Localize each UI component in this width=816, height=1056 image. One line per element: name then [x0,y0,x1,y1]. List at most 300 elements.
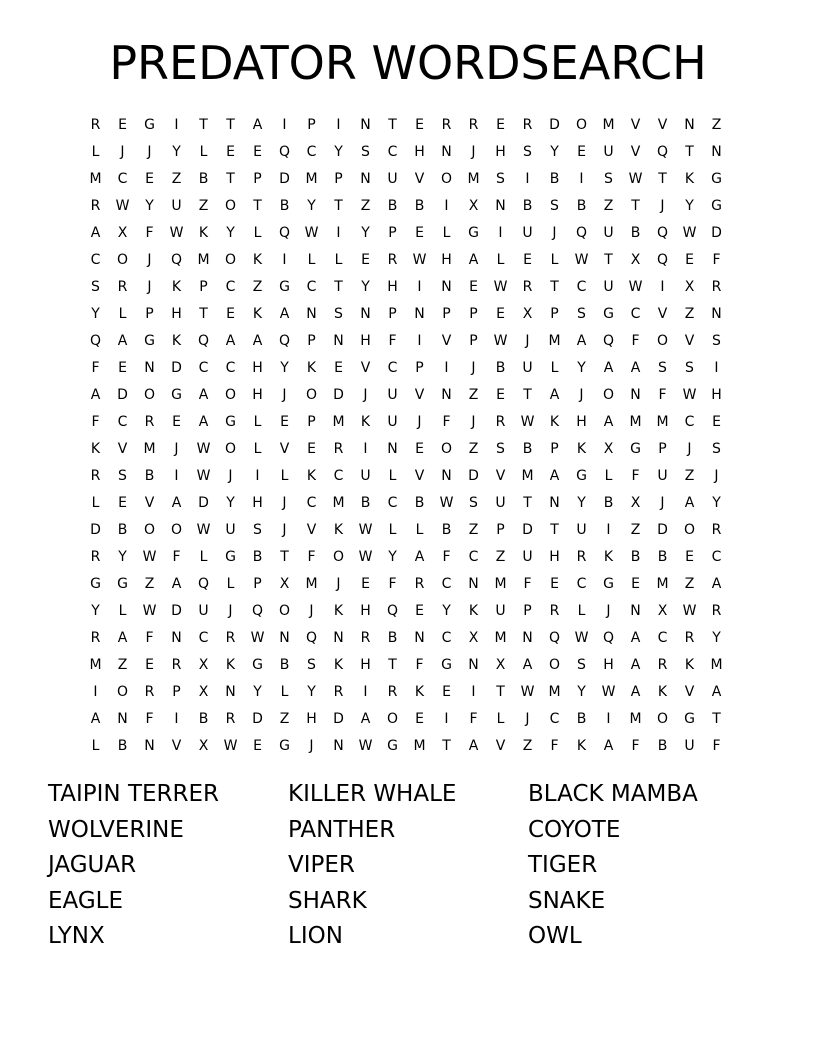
grid-cell: A [90,711,101,727]
grid-cell: Y [577,684,586,700]
grid-cell: Z [603,198,614,214]
grid-cell: R [225,630,236,646]
grid-cell: U [198,603,209,619]
grid-cell: E [550,576,559,592]
grid-cell: F [442,414,451,430]
word-list-item: KILLER WHALE [288,781,457,807]
grid-cell: P [442,306,451,322]
grid-cell: W [493,279,508,295]
grid-cell: A [684,495,695,511]
grid-cell: N [171,630,182,646]
grid-cell: Q [305,630,318,646]
grid-cell: T [496,684,505,700]
grid-cell: A [630,630,641,646]
grid-cell: I [606,711,611,727]
grid-cell: L [496,252,505,268]
grid-cell: H [711,387,722,403]
grid-cell: G [171,387,182,403]
grid-cell: P [658,441,667,457]
grid-cell: W [574,630,589,646]
grid-cell: F [388,333,397,349]
grid-cell: N [630,387,641,403]
grid-cell: M [521,468,534,484]
grid-cell: L [118,306,127,322]
grid-cell: D [252,711,263,727]
grid-cell: P [496,522,505,538]
grid-cell: E [415,711,424,727]
grid-cell: D [333,711,344,727]
grid-cell: T [685,144,694,160]
grid-cell: Y [280,360,289,376]
grid-cell: J [660,198,665,214]
grid-cell: G [225,549,236,565]
grid-cell: A [603,360,614,376]
grid-cell: B [495,360,506,376]
grid-cell: U [225,522,236,538]
grid-cell: U [684,738,695,754]
word-list-item: WOLVERINE [48,816,184,843]
grid-cell: D [522,522,533,538]
grid-cell: D [333,387,344,403]
grid-cell: X [117,225,128,241]
grid-cell: K [576,441,587,457]
grid-cell: X [522,306,533,322]
grid-cell: S [604,171,613,187]
grid-cell: U [387,387,398,403]
grid-cell: P [334,171,343,187]
grid-cell: I [336,225,341,241]
grid-cell: E [712,414,721,430]
grid-cell: O [548,657,561,673]
grid-cell: J [147,144,152,160]
grid-cell: N [144,360,155,376]
grid-cell: C [90,252,101,268]
grid-cell: P [145,306,154,322]
grid-cell: Q [575,225,588,241]
grid-cell: Z [522,738,533,754]
grid-cell: B [657,549,668,565]
word-list-item: EAGLE [48,887,124,914]
grid-cell: X [630,495,641,511]
grid-cell: Q [251,603,264,619]
grid-cell: U [171,198,182,214]
grid-cell: I [444,198,449,214]
grid-cell: E [496,387,505,403]
grid-cell: V [657,117,668,133]
grid-cell: K [657,684,668,700]
grid-cell: Z [279,711,290,727]
grid-cell: Z [711,117,722,133]
grid-cell: S [523,144,532,160]
grid-cell: G [225,414,236,430]
grid-cell: X [468,198,479,214]
grid-cell: G [279,738,290,754]
grid-cell: L [253,414,262,430]
grid-cell: J [174,441,179,457]
grid-cell: Q [656,252,669,268]
grid-cell: L [388,522,397,538]
grid-cell: M [305,171,318,187]
grid-cell: I [660,279,665,295]
grid-cell: Q [89,333,102,349]
grid-cell: M [197,252,210,268]
grid-cell: Q [197,333,210,349]
grid-cell: W [358,738,373,754]
grid-cell: K [90,441,101,457]
grid-cell: B [144,468,155,484]
word-list-item: COYOTE [528,816,621,843]
grid-cell: A [360,711,371,727]
grid-cell: P [469,333,478,349]
grid-cell: E [415,225,424,241]
grid-cell: P [253,576,262,592]
grid-cell: R [684,630,695,646]
grid-cell: E [523,252,532,268]
word-list-item: TIGER [528,852,598,879]
grid-cell: T [388,117,397,133]
grid-cell: M [494,630,507,646]
grid-cell: R [90,198,101,214]
grid-cell: N [549,495,560,511]
grid-cell: S [307,657,316,673]
grid-cell: E [226,306,235,322]
grid-cell: R [144,414,155,430]
grid-cell: S [253,522,262,538]
grid-cell: B [549,171,560,187]
grid-cell: X [198,684,209,700]
grid-cell: J [471,360,476,376]
grid-cell: F [388,576,397,592]
grid-cell: W [439,495,454,511]
grid-cell: O [602,387,615,403]
grid-cell: F [631,738,640,754]
grid-cell: F [442,549,451,565]
grid-cell: I [579,171,584,187]
grid-cell: B [576,711,587,727]
grid-cell: Z [171,171,182,187]
grid-cell: Z [684,468,695,484]
grid-cell: N [360,117,371,133]
word-list-item: SNAKE [528,887,606,914]
grid-cell: G [387,738,398,754]
grid-cell: A [279,306,290,322]
grid-cell: C [306,495,317,511]
grid-cell: H [360,333,371,349]
grid-cell: P [253,171,262,187]
grid-cell: J [552,225,557,241]
grid-cell: X [468,630,479,646]
grid-cell: J [228,468,233,484]
grid-cell: R [144,684,155,700]
grid-cell: A [90,387,101,403]
grid-cell: H [495,144,506,160]
grid-cell: B [252,549,263,565]
grid-cell: O [116,252,129,268]
grid-cell: M [332,414,345,430]
grid-cell: E [118,495,127,511]
grid-cell: G [630,441,641,457]
grid-cell: D [117,387,128,403]
grid-cell: O [224,198,237,214]
grid-cell: Z [684,306,695,322]
grid-cell: N [441,279,452,295]
grid-cell: F [91,414,100,430]
grid-cell: S [361,144,370,160]
grid-cell: E [118,117,127,133]
grid-cell: L [199,549,208,565]
grid-cell: V [360,360,371,376]
grid-cell: X [198,657,209,673]
grid-cell: I [174,468,179,484]
grid-cell: K [684,657,695,673]
grid-cell: L [550,360,559,376]
grid-cell: F [307,549,316,565]
word-list-item: JAGUAR [48,852,137,879]
grid-cell: W [601,684,616,700]
grid-cell: L [199,144,208,160]
grid-cell: B [603,495,614,511]
grid-cell: S [577,657,586,673]
grid-cell: M [467,171,480,187]
word-list [48,777,768,955]
grid-cell: E [334,360,343,376]
grid-cell: P [523,603,532,619]
grid-cell: Q [170,252,183,268]
grid-cell: W [304,225,319,241]
grid-cell: O [440,441,453,457]
grid-cell: C [333,468,344,484]
grid-cell: Y [442,603,451,619]
grid-cell: U [603,225,614,241]
grid-cell: K [306,360,317,376]
grid-cell: W [142,549,157,565]
grid-cell: R [414,576,425,592]
grid-cell: B [522,441,533,457]
grid-cell: C [468,549,479,565]
grid-cell: N [225,684,236,700]
grid-cell: R [360,630,371,646]
grid-cell: W [520,414,535,430]
grid-cell: M [656,414,669,430]
grid-cell: Y [361,279,370,295]
grid-cell: A [252,117,263,133]
grid-cell: T [253,198,262,214]
grid-cell: C [387,144,398,160]
grid-cell: H [387,279,398,295]
grid-cell: C [630,306,641,322]
grid-cell: E [280,414,289,430]
grid-cell: E [361,576,370,592]
grid-cell: C [387,360,398,376]
grid-cell: T [334,198,343,214]
grid-cell: L [415,522,424,538]
grid-cell: J [228,603,233,619]
grid-cell: J [579,387,584,403]
grid-cell: U [495,495,506,511]
grid-cell: B [198,171,209,187]
grid-cell: Q [278,225,291,241]
grid-cell: D [468,468,479,484]
grid-cell: Y [577,360,586,376]
grid-cell: J [660,495,665,511]
grid-cell: Q [656,144,669,160]
grid-cell: G [144,333,155,349]
grid-cell: E [172,414,181,430]
grid-cell: B [360,495,371,511]
grid-cell: P [307,117,316,133]
grid-cell: Y [226,495,235,511]
grid-cell: G [603,576,614,592]
grid-cell: C [387,495,398,511]
grid-cell: O [143,522,156,538]
grid-cell: B [414,495,425,511]
grid-cell: V [279,441,290,457]
grid-cell: L [307,252,316,268]
grid-cell: P [469,306,478,322]
grid-cell: R [90,117,101,133]
grid-cell: G [117,576,128,592]
grid-cell: W [682,387,697,403]
grid-cell: W [520,684,535,700]
grid-cell: P [307,333,316,349]
grid-cell: H [576,414,587,430]
grid-cell: W [574,252,589,268]
grid-cell: I [417,279,422,295]
grid-cell: L [604,468,613,484]
grid-cell: Z [117,657,128,673]
grid-cell: K [549,414,560,430]
grid-cell: K [252,306,263,322]
grid-cell: E [226,144,235,160]
grid-cell: V [414,387,425,403]
grid-cell: D [549,117,560,133]
grid-cell: P [415,360,424,376]
grid-cell: X [657,603,668,619]
grid-cell: A [603,414,614,430]
grid-cell: T [631,198,640,214]
grid-cell: L [253,225,262,241]
grid-cell: V [684,684,695,700]
grid-cell: G [711,198,722,214]
grid-cell: W [628,171,643,187]
grid-cell: N [630,603,641,619]
grid-cell: C [306,279,317,295]
grid-cell: U [387,171,398,187]
grid-cell: S [91,279,100,295]
grid-cell: R [90,468,101,484]
grid-cell: G [252,657,263,673]
grid-cell: Q [386,603,399,619]
grid-cell: F [658,387,667,403]
grid-cell: E [577,144,586,160]
grid-cell: H [414,144,425,160]
grid-cell: N [279,630,290,646]
grid-cell: M [89,657,102,673]
grid-cell: R [441,117,452,133]
grid-cell: G [90,576,101,592]
grid-cell: A [603,738,614,754]
grid-cell: W [196,468,211,484]
grid-cell: O [305,387,318,403]
grid-cell: F [145,630,154,646]
grid-cell: N [333,333,344,349]
grid-cell: K [468,603,479,619]
grid-cell: B [387,198,398,214]
grid-cell: J [147,279,152,295]
grid-cell: R [522,117,533,133]
grid-cell: J [336,576,341,592]
grid-cell: V [171,738,182,754]
word-list-item: VIPER [288,852,355,879]
grid-cell: A [630,684,641,700]
grid-cell: J [282,495,287,511]
grid-cell: X [684,279,695,295]
grid-cell: W [223,738,238,754]
grid-cell: U [522,360,533,376]
grid-cell: Z [468,522,479,538]
grid-cell: C [441,630,452,646]
grid-cell: A [630,657,641,673]
grid-cell: L [388,468,397,484]
grid-cell: L [442,225,451,241]
grid-cell: O [683,522,696,538]
grid-cell: E [145,657,154,673]
grid-cell: J [363,387,368,403]
grid-cell: L [280,684,289,700]
grid-cell: I [525,171,530,187]
grid-cell: B [630,549,641,565]
grid-cell: I [606,522,611,538]
grid-cell: U [495,603,506,619]
grid-cell: Y [685,198,694,214]
grid-cell: R [333,441,344,457]
grid-cell: R [171,657,182,673]
grid-cell: M [548,684,561,700]
grid-cell: H [441,252,452,268]
grid-cell: P [550,306,559,322]
grid-cell: B [117,738,128,754]
grid-cell: B [414,198,425,214]
grid-cell: A [522,657,533,673]
grid-cell: J [309,603,314,619]
grid-cell: S [685,360,694,376]
grid-cell: Y [91,603,100,619]
grid-cell: K [198,225,209,241]
grid-cell: Q [602,333,615,349]
grid-cell: C [576,576,587,592]
grid-cell: S [712,441,721,457]
grid-cell: U [603,144,614,160]
grid-cell: W [115,198,130,214]
grid-cell: Y [145,198,154,214]
grid-cell: Y [334,144,343,160]
grid-cell: C [225,360,236,376]
grid-cell: Y [577,495,586,511]
grid-cell: C [117,414,128,430]
grid-cell: I [363,684,368,700]
grid-cell: A [252,333,263,349]
grid-cell: R [495,414,506,430]
word-list-item: LYNX [48,923,105,950]
grid-cell: T [199,117,208,133]
grid-cell: B [279,198,290,214]
grid-cell: F [550,738,559,754]
grid-cell: E [496,117,505,133]
grid-cell: I [471,684,476,700]
grid-cell: A [198,387,209,403]
grid-cell: P [550,441,559,457]
grid-cell: N [414,630,425,646]
